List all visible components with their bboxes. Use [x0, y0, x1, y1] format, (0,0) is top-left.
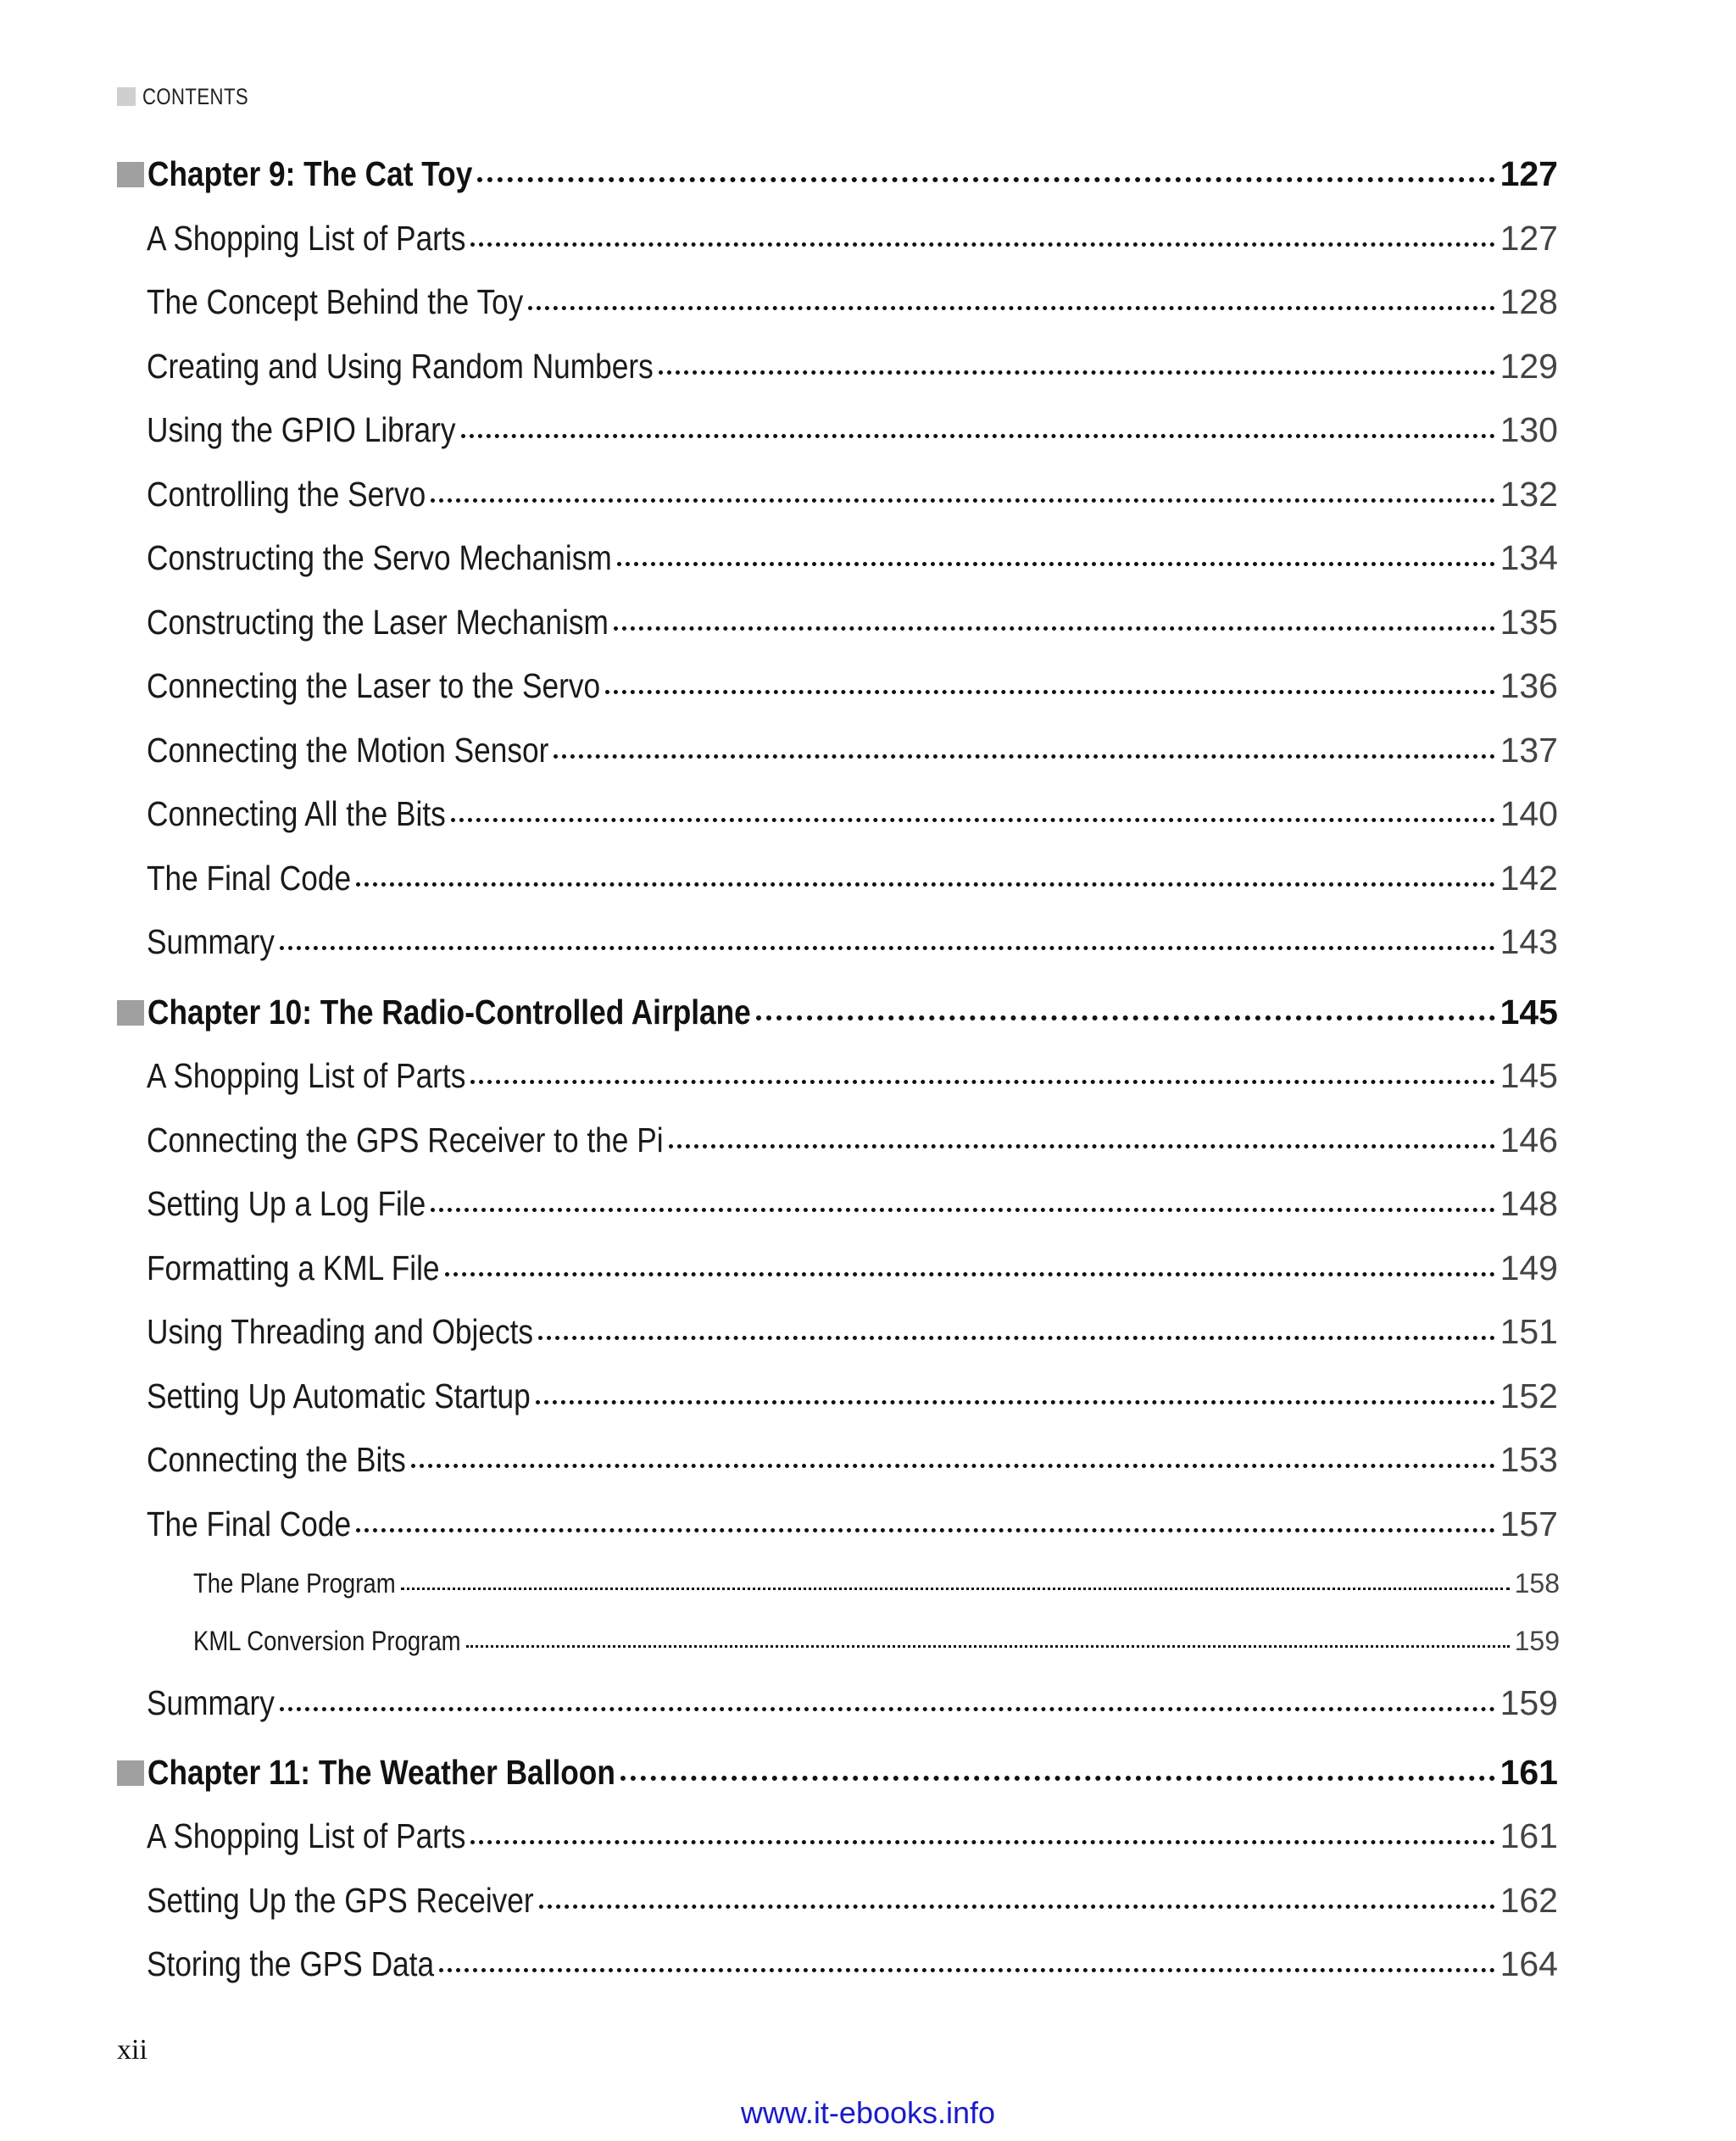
toc-subsection-entry[interactable] [193, 1568, 1560, 1599]
toc-section-entry[interactable] [147, 794, 1558, 834]
toc-section-entry[interactable] [147, 538, 1558, 578]
dot-leader [356, 1528, 1495, 1532]
toc-entry-title: Connecting All the Bits [147, 794, 446, 833]
toc-section-entry[interactable] [147, 1683, 1558, 1723]
page-number: xii [117, 2034, 147, 2066]
dot-leader [280, 946, 1495, 950]
toc-section-entry[interactable] [147, 1376, 1558, 1416]
toc-section-entry[interactable] [147, 1184, 1558, 1224]
dot-leader [470, 242, 1494, 247]
toc-entry-page-number: 153 [1500, 1440, 1558, 1479]
toc-entry-title: Chapter 11: The Weather Balloon [147, 1753, 615, 1792]
toc-subsection-entry[interactable] [193, 1626, 1560, 1657]
dot-leader [280, 1707, 1495, 1711]
toc-entry-page-number: 136 [1500, 666, 1558, 705]
toc-entry-title: Chapter 9: The Cat Toy [147, 154, 473, 193]
dot-leader [617, 562, 1495, 566]
toc-entry-page-number: 161 [1500, 1816, 1558, 1855]
dot-leader [451, 818, 1495, 822]
toc-entry-page-number: 159 [1514, 1626, 1560, 1656]
toc-entry-title: Connecting the GPS Receiver to the Pi [147, 1121, 664, 1159]
toc-entry-title: A Shopping List of Parts [147, 1816, 466, 1855]
toc-section-entry[interactable] [147, 1816, 1558, 1856]
dot-leader [756, 1015, 1495, 1020]
toc-entry-page-number: 164 [1500, 1944, 1558, 1983]
dot-leader [669, 1144, 1495, 1148]
toc-entry-title: Summary [147, 922, 275, 961]
toc-entry-page-number: 127 [1500, 154, 1558, 193]
dot-leader [356, 882, 1495, 887]
dot-leader [470, 1080, 1494, 1084]
toc-entry-title: The Plane Program [193, 1568, 396, 1599]
toc-entry-page-number: 142 [1500, 859, 1558, 898]
toc-entry-title: KML Conversion Program [193, 1626, 461, 1656]
toc-entry-page-number: 145 [1500, 1056, 1558, 1095]
dot-leader [470, 1840, 1494, 1844]
toc-entry-title: Connecting the Motion Sensor [147, 731, 549, 770]
toc-section-entry[interactable] [147, 1248, 1558, 1288]
toc-entry-page-number: 152 [1500, 1376, 1558, 1415]
dot-leader [605, 690, 1494, 694]
toc-entry-page-number: 128 [1500, 282, 1558, 321]
toc-section-entry[interactable] [147, 859, 1558, 898]
toc-section-entry[interactable] [147, 219, 1558, 259]
toc-entry-title: Using Threading and Objects [147, 1312, 534, 1351]
toc-section-entry[interactable] [147, 347, 1558, 386]
toc-entry-title: Formatting a KML File [147, 1248, 440, 1287]
toc-entry-title: Chapter 10: The Radio-Controlled Airplane [147, 993, 751, 1032]
dot-leader [659, 370, 1495, 375]
toc-entry-title: A Shopping List of Parts [147, 1056, 466, 1095]
toc-entry-title: The Final Code [147, 1504, 352, 1543]
toc-entry-title: The Final Code [147, 859, 352, 898]
toc-chapter-entry[interactable] [117, 154, 1558, 194]
toc-entry-page-number: 127 [1500, 219, 1558, 258]
toc-entry-title: Connecting the Laser to the Servo [147, 666, 601, 705]
toc-entry-title: Setting Up Automatic Startup [147, 1376, 531, 1415]
toc-section-entry[interactable] [147, 1056, 1558, 1096]
toc-entry-page-number: 161 [1500, 1753, 1558, 1792]
toc-entry-page-number: 140 [1500, 794, 1558, 833]
toc-entry-page-number: 143 [1500, 922, 1558, 961]
toc-entry-page-number: 132 [1500, 475, 1558, 514]
toc-section-entry[interactable] [147, 1504, 1558, 1544]
toc-section-entry[interactable] [147, 1312, 1558, 1352]
toc-entry-title: Setting Up a Log File [147, 1184, 426, 1223]
toc-chapter-entry[interactable] [117, 993, 1558, 1032]
dot-leader [439, 1968, 1495, 1972]
toc-section-entry[interactable] [147, 666, 1558, 706]
toc-section-entry[interactable] [147, 731, 1558, 770]
toc-entry-page-number: 159 [1500, 1683, 1558, 1722]
toc-entry-title: Controlling the Servo [147, 475, 426, 514]
toc-entry-title: A Shopping List of Parts [147, 219, 466, 258]
toc-section-entry[interactable] [147, 1440, 1558, 1480]
dot-leader [461, 434, 1495, 438]
toc-entry-page-number: 157 [1500, 1504, 1558, 1543]
dot-leader [536, 1400, 1495, 1404]
toc-entry-page-number: 134 [1500, 538, 1558, 577]
toc-entry-title: Connecting the Bits [147, 1440, 406, 1479]
toc-entry-title: Constructing the Laser Mechanism [147, 603, 609, 642]
toc-section-entry[interactable] [147, 410, 1558, 450]
toc-section-entry[interactable] [147, 475, 1558, 514]
toc-entry-page-number: 135 [1500, 603, 1558, 642]
toc-entry-page-number: 151 [1500, 1312, 1558, 1351]
dot-leader [466, 1645, 1510, 1648]
toc-entry-page-number: 145 [1500, 993, 1558, 1032]
toc-entry-title: Setting Up the GPS Receiver [147, 1881, 534, 1920]
dot-leader [431, 1208, 1494, 1212]
toc-entry-title: Using the GPIO Library [147, 410, 456, 449]
toc-entry-page-number: 148 [1500, 1184, 1558, 1223]
toc-entry-page-number: 158 [1514, 1568, 1560, 1599]
dot-leader [538, 1336, 1495, 1340]
toc-chapter-entry[interactable] [117, 1753, 1558, 1793]
toc-entry-title: Creating and Using Random Numbers [147, 347, 654, 386]
dot-leader [528, 306, 1494, 310]
toc-section-entry[interactable] [147, 922, 1558, 962]
toc-section-entry[interactable] [147, 1121, 1558, 1160]
dot-leader [539, 1905, 1495, 1909]
toc-section-entry[interactable] [147, 282, 1558, 322]
toc-entry-page-number: 149 [1500, 1248, 1558, 1287]
toc-entry-title: Summary [147, 1683, 275, 1722]
toc-entry-title: Storing the GPS Data [147, 1944, 435, 1983]
dot-leader [445, 1272, 1495, 1276]
dot-leader [614, 626, 1495, 631]
dot-leader [411, 1464, 1495, 1468]
dot-leader [620, 1776, 1495, 1781]
toc-entry-page-number: 129 [1500, 347, 1558, 386]
dot-leader [477, 177, 1494, 182]
chapter-marker-square [117, 1000, 144, 1026]
toc-section-entry[interactable] [147, 603, 1558, 642]
dot-leader [431, 498, 1494, 503]
toc-entry-title: The Concept Behind the Toy [147, 282, 524, 321]
toc-section-entry[interactable] [147, 1944, 1558, 1984]
toc-entry-page-number: 146 [1500, 1121, 1558, 1159]
chapter-marker-square [117, 1760, 144, 1786]
toc-entry-title: Constructing the Servo Mechanism [147, 538, 612, 577]
footer-website-link[interactable]: www.it-ebooks.info [740, 2095, 996, 2130]
toc-section-entry[interactable] [147, 1881, 1558, 1921]
dot-leader [401, 1588, 1510, 1590]
toc-entry-page-number: 137 [1500, 731, 1558, 770]
toc-entry-page-number: 130 [1500, 410, 1558, 449]
chapter-marker-square [117, 162, 144, 187]
dot-leader [554, 754, 1494, 759]
toc-entry-page-number: 162 [1500, 1881, 1558, 1920]
header-label: CONTENTS [142, 83, 249, 109]
